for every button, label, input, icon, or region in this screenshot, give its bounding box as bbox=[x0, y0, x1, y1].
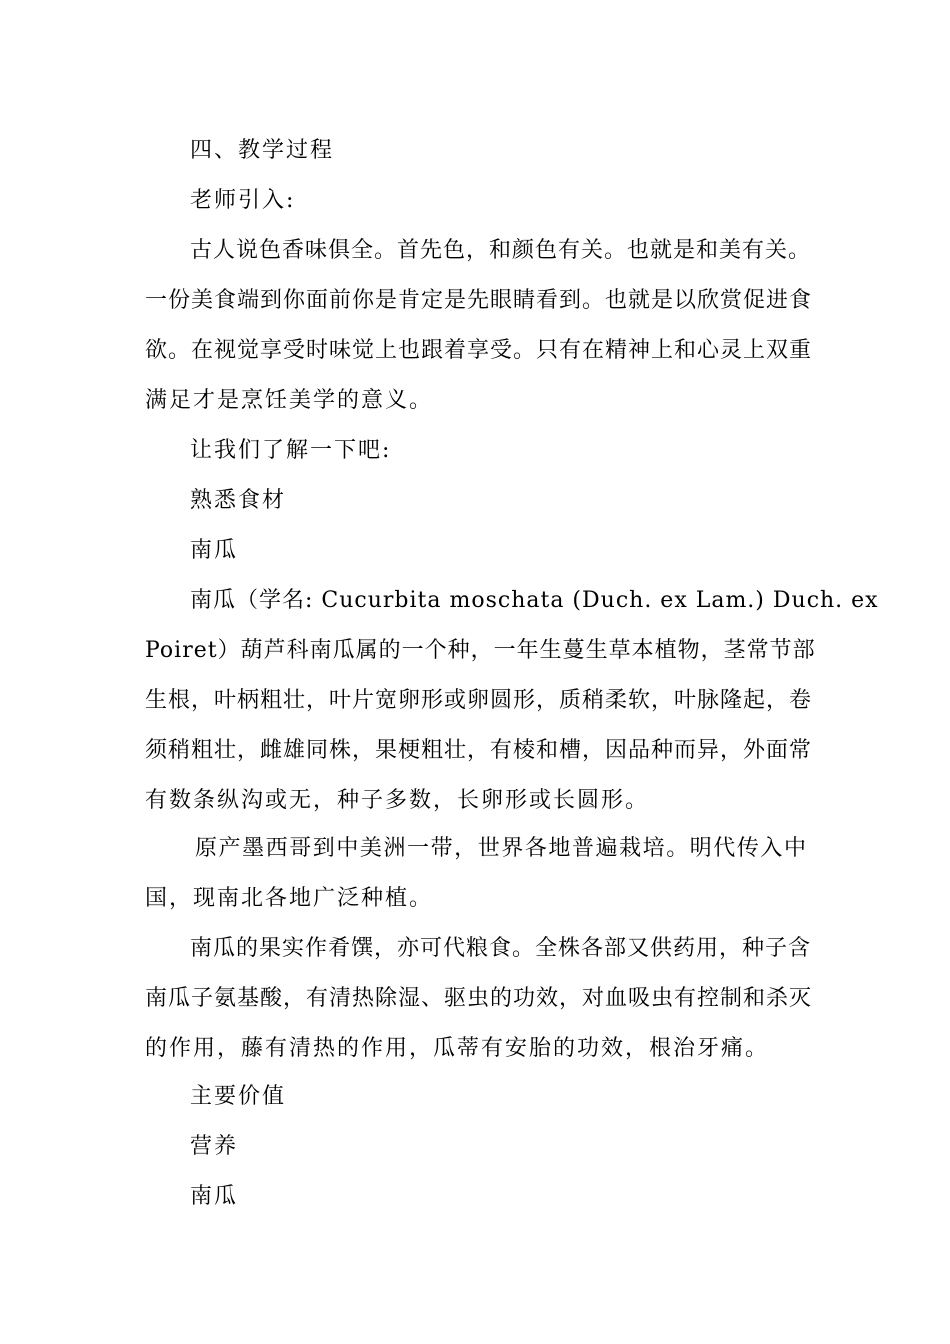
teacher-intro-label: 老师引入: bbox=[190, 188, 296, 213]
paragraph-line: 一份美食端到你面前你是肯定是先眼睛看到。也就是以欣赏促进食 bbox=[145, 288, 813, 313]
paragraph-line: 国，现南北各地广泛种植。 bbox=[145, 886, 434, 911]
paragraph-line: Poiret）葫芦科南瓜属的一个种，一年生蔓生草本植物，茎常节部 bbox=[145, 638, 816, 663]
paragraph-line: 南瓜子氨基酸，有清热除湿、驱虫的功效，对血吸虫有控制和杀灭 bbox=[145, 986, 813, 1011]
paragraph-line: 满足才是烹饪美学的意义。 bbox=[145, 388, 434, 413]
paragraph-line: 南瓜（学名: Cucurbita moschata (Duch. ex Lam.) Duch. ex bbox=[190, 588, 879, 613]
pumpkin-footer-label: 南瓜 bbox=[190, 1184, 239, 1209]
paragraph-line: 南瓜的果实作肴馔，亦可代粮食。全株各部又供药用，种子含 bbox=[190, 936, 812, 961]
paragraph-line: 有数条纵沟或无，种子多数，长卵形或长圆形。 bbox=[145, 788, 650, 813]
pumpkin-title: 南瓜 bbox=[190, 538, 239, 563]
paragraph-line: 欲。在视觉享受时味觉上也跟着享受。只有在精神上和心灵上双重 bbox=[145, 338, 813, 363]
nutrition-heading: 营养 bbox=[190, 1134, 239, 1159]
familiar-ingredients-heading: 熟悉食材 bbox=[190, 488, 287, 513]
paragraph-line: 古人说色香味俱全。首先色，和颜色有关。也就是和美有关。 bbox=[190, 238, 812, 263]
paragraph-line: 须稍粗壮，雌雄同株，果梗粗壮，有棱和槽，因品种而异，外面常 bbox=[145, 738, 813, 763]
lets-learn-label: 让我们了解一下吧: bbox=[190, 438, 392, 463]
paragraph-line: 的作用，藤有清热的作用，瓜蒂有安胎的功效，根治牙痛。 bbox=[145, 1036, 770, 1061]
paragraph-line: 原产墨西哥到中美洲一带，世界各地普遍栽培。明代传入中 bbox=[195, 836, 807, 861]
paragraph-line: 生根，叶柄粗壮，叶片宽卵形或卵圆形，质稍柔软，叶脉隆起，卷 bbox=[145, 688, 813, 713]
section-heading: 四、教学过程 bbox=[190, 138, 335, 163]
main-value-heading: 主要价值 bbox=[190, 1084, 287, 1109]
